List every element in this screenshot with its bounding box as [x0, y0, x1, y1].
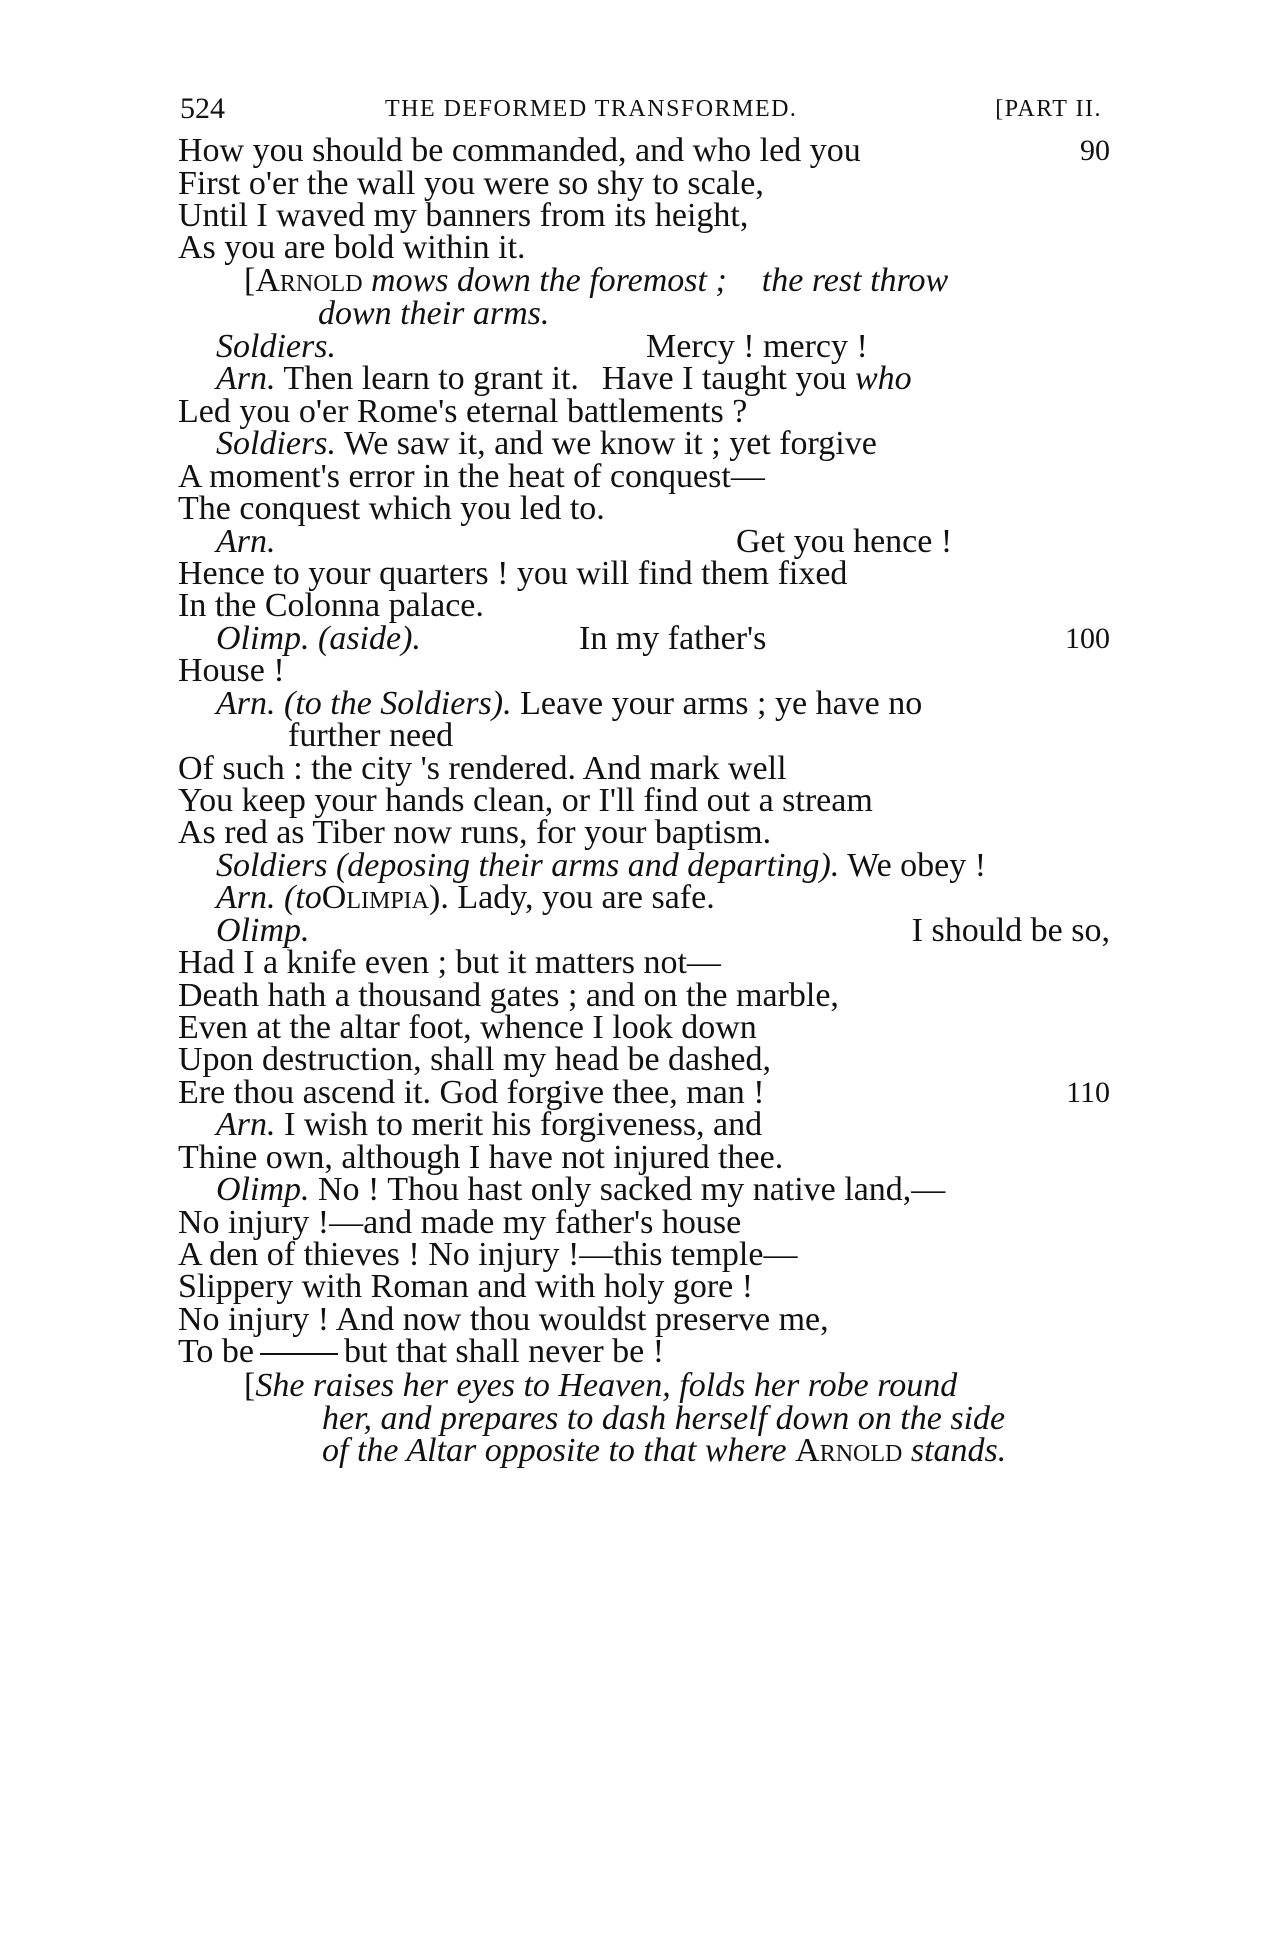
- verse-line: No injury ! And now thou wouldst preserve me,: [178, 1301, 829, 1338]
- verse-text: We saw it, and we know it ; yet forgive: [343, 425, 877, 462]
- speaker-name: Soldiers.: [216, 425, 336, 462]
- speaker-name: Arn.: [216, 523, 276, 560]
- verse-line: Until I waved my banners from its height,: [178, 197, 749, 234]
- verse-line: Had I a knife even ; but it matters not—: [178, 944, 721, 981]
- line-number: 90: [1080, 134, 1110, 167]
- emphasis: who: [854, 360, 912, 397]
- verse-line: No injury !—and made my father's house: [178, 1204, 742, 1241]
- verse-text: Have I taught you: [601, 360, 847, 397]
- speaker-name: Arn.: [216, 360, 276, 397]
- verse-line-continued: further need: [288, 717, 454, 754]
- page-number: 524: [180, 92, 225, 125]
- verse-line: Upon destruction, shall my head be dashed,: [178, 1041, 771, 1078]
- verse-text: Leave your arms ; ye have no: [520, 685, 923, 722]
- verse-line: House !: [178, 652, 285, 689]
- verse-line: Slippery with Roman and with holy gore !: [178, 1268, 754, 1305]
- speaker-name: Arn.: [216, 685, 276, 722]
- verse-line: As you are bold within it.: [178, 229, 526, 266]
- verse-text: We obey !: [847, 847, 987, 884]
- verse-line: Of such : the city 's rendered. And mark well: [178, 750, 787, 787]
- verse-text: No ! Thou hast only sacked my native land,—: [318, 1171, 946, 1208]
- speaker-name: Olimp.: [216, 912, 310, 949]
- character-name: Arnold: [795, 1432, 903, 1469]
- bracket: [: [244, 1367, 256, 1404]
- verse-text: I should be so,: [911, 912, 1110, 949]
- stage-direction-text: She raises her eyes to Heaven, folds her robe round: [255, 1367, 958, 1404]
- stage-direction-text: the rest throw: [761, 262, 949, 299]
- dash-rule: [260, 1353, 338, 1355]
- stage-direction-text: (to the Soldiers).: [284, 685, 512, 722]
- verse-text: but that shall never be !: [344, 1333, 665, 1370]
- running-header: [180, 92, 1110, 132]
- stage-direction-text: mows down the foremost ;: [371, 262, 727, 299]
- character-name: Arnold: [255, 262, 363, 299]
- verse-text: Lady, you are safe.: [457, 879, 715, 916]
- stage-direction-text: stands.: [910, 1432, 1007, 1469]
- verse-text: Then learn to grant it.: [283, 360, 579, 397]
- verse-line: In the Colonna palace.: [178, 587, 484, 624]
- stage-direction-text: down their arms.: [318, 295, 550, 332]
- verse-line: Death hath a thousand gates ; and on the marble,: [178, 977, 839, 1014]
- speaker-name: Arn.: [216, 879, 276, 916]
- stage-direction: [322, 1431, 1006, 1471]
- speaker-name: Soldiers.: [216, 328, 336, 365]
- stage-direction-text: (aside).: [318, 620, 421, 657]
- verse-text: I wish to merit his forgiveness, and: [284, 1106, 763, 1143]
- line-number: 110: [1066, 1076, 1110, 1109]
- verse-line: A den of thieves ! No injury !—this temple—: [178, 1236, 798, 1273]
- stage-direction-text: her, and prepares to dash herself down on the side: [322, 1400, 1006, 1437]
- verse-text: How you should be commanded, and who led you: [178, 132, 861, 169]
- verse-text: In my father's: [579, 620, 767, 657]
- stage-direction-text: of the Altar opposite to that where: [322, 1432, 787, 1469]
- speaker-name: Olimp.: [216, 620, 310, 657]
- stage-direction-text: (deposing their arms and departing).: [335, 847, 840, 884]
- part-label: [PART II.: [995, 96, 1102, 122]
- character-name: Olimpia: [321, 879, 429, 916]
- bracket: [: [244, 262, 256, 299]
- stage-direction-text: ).: [429, 879, 449, 916]
- verse-line: You keep your hands clean, or I'll find out a stream: [178, 782, 873, 819]
- verse-line: The conquest which you led to.: [178, 490, 605, 527]
- verse-line: Hence to your quarters ! you will find them fixed: [178, 555, 848, 592]
- verse-line: First o'er the wall you were so shy to scale,: [178, 165, 764, 202]
- speaker-name: Arn.: [216, 1106, 276, 1143]
- speaker-name: Olimp.: [216, 1171, 310, 1208]
- line-number: 100: [1065, 622, 1110, 655]
- stage-direction-text: (to: [284, 879, 322, 916]
- verse-line: Even at the altar foot, whence I look down: [178, 1009, 757, 1046]
- verse-text: Ere thou ascend it. God forgive thee, man !: [178, 1074, 765, 1111]
- verse-line: Led you o'er Rome's eternal battlements ?: [178, 393, 748, 430]
- speaker-name: Soldiers: [216, 847, 328, 884]
- verse-text: To be: [178, 1333, 254, 1370]
- verse-line: [216, 619, 1110, 659]
- verse-text: Mercy ! mercy !: [646, 328, 868, 365]
- running-title: THE DEFORMED TRANSFORMED.: [385, 96, 798, 122]
- verse-line: As red as Tiber now runs, for your baptism.: [178, 814, 772, 851]
- verse-line: A moment's error in the heat of conquest—: [178, 458, 765, 495]
- verse-line: Thine own, although I have not injured thee.: [178, 1139, 784, 1176]
- verse-text: Get you hence !: [736, 523, 953, 560]
